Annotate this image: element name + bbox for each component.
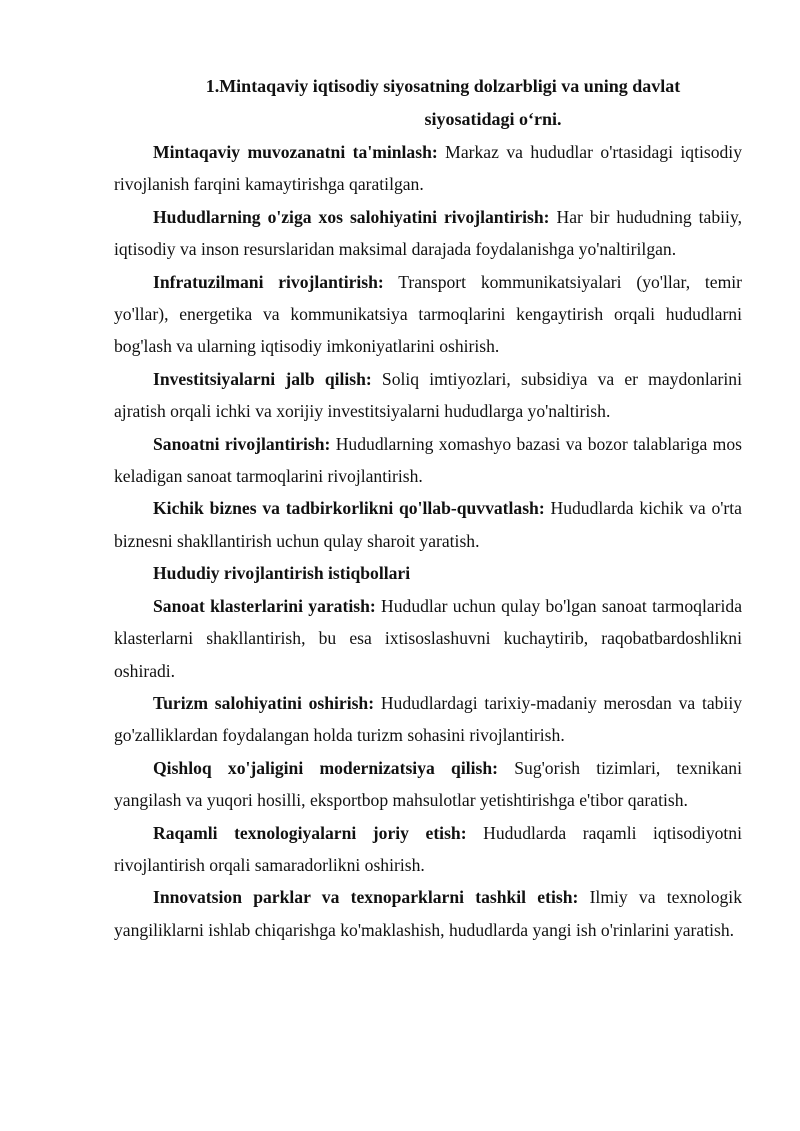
- paragraph-text: Hududlarda kichik va o'rta biznesni shakllantirish uchun qulay sharoit yaratish.: [114, 498, 742, 551]
- paragraph-text: Markaz va hududlar o'rtasidagi iqtisodiy rivojlanish farqini kamaytirishga qaratilgan.: [114, 142, 742, 195]
- paragraph-term: Sanoatni rivojlantirish:: [153, 433, 331, 454]
- paragraph-text: Transport kommunikatsiyalari (yo'llar, temir yo'llar), energetika va kommunikatsiya tarmoqlarini kengaytirish orqali hududlarni bog'lash va ularning iqtisodiy imkoniyatlarini oshirish.: [114, 271, 743, 357]
- document-page: [114, 70, 742, 946]
- document-title: [114, 70, 742, 136]
- paragraph-tourism: [114, 687, 742, 752]
- paragraph-term: Raqamli texnologiyalarni joriy etish:: [153, 822, 467, 843]
- paragraph-regional-potential: [114, 201, 742, 266]
- paragraph-term: Innovatsion parklar va texnoparklarni tashkil etish:: [153, 887, 579, 908]
- paragraph-term: Qishloq xo'jaligini modernizatsiya qilish:: [153, 757, 498, 778]
- paragraph-digital: [114, 817, 742, 882]
- paragraph-text: Soliq imtiyozlari, subsidiya va er maydonlarini ajratish orqali ichki va xorijiy investitsiyalarni hududlarga yo'naltirish.: [114, 368, 742, 422]
- paragraph-term: Turizm salohiyatini oshirish:: [153, 692, 375, 713]
- paragraph-text: Hududlar uchun qulay bo'lgan sanoat tarmoqlarida klasterlarni shakllantirish, bu esa ixtisoslashuvni kuchaytirib, raqobatbardoshlikni oshiradi.: [114, 595, 743, 681]
- paragraph-term: Mintaqaviy muvozanatni ta'minlash:: [153, 142, 438, 162]
- paragraph-clusters: [114, 590, 742, 687]
- title-line-2: siyosatidagi o‘rni.: [424, 109, 562, 129]
- paragraph-text: Hududlardagi tarixiy-madaniy merosdan va tabiiy go'zalliklardan foydalangan holda turizm sohasini rivojlantirish.: [114, 692, 743, 746]
- paragraph-investments: [114, 363, 742, 428]
- section-heading: Hududiy rivojlantirish istiqbollari: [153, 563, 411, 584]
- paragraph-term: Sanoat klasterlarini yaratish:: [153, 595, 376, 616]
- paragraph-term: Kichik biznes va tadbirkorlikni qo'llab-quvvatlash:: [153, 498, 545, 519]
- paragraph-term: Investitsiyalarni jalb qilish:: [153, 368, 372, 389]
- paragraph-text: Hududlarning xomashyo bazasi va bozor talablariga mos keladigan sanoat tarmoqlarini rivojlantirish.: [114, 433, 742, 487]
- paragraph-small-business: [114, 492, 742, 557]
- paragraph-innovation-parks: [114, 881, 742, 946]
- paragraph-industry: [114, 428, 742, 493]
- paragraph-text: Ilmiy va texnologik yangiliklarni ishlab chiqarishga ko'maklashish, hududlarda yangi ish o'rinlarini yaratish.: [114, 887, 742, 940]
- paragraph-text: Sug'orish tizimlari, texnikani yangilash va yuqori hosilli, eksportbop mahsulotlar yetishtirishga e'tibor qaratish.: [114, 757, 742, 811]
- paragraph-term: Infratuzilmani rivojlantirish:: [153, 271, 384, 292]
- paragraph-agriculture: [114, 752, 742, 817]
- paragraph-regional-balance: [114, 136, 742, 201]
- paragraph-term: Hududlarning o'ziga xos salohiyatini rivojlantirish:: [153, 206, 550, 227]
- paragraph-text: Hududlarda raqamli iqtisodiyotni rivojlantirish orqali samaradorlikni oshirish.: [114, 822, 742, 875]
- paragraph-infrastructure: [114, 266, 742, 363]
- paragraph-text: Har bir hududning tabiiy, iqtisodiy va inson resurslaridan maksimal darajada foydalanishga yo'naltirilgan.: [114, 206, 742, 260]
- title-line-1: 1.Mintaqaviy iqtisodiy siyosatning dolzarbligi va uning davlat: [205, 76, 681, 96]
